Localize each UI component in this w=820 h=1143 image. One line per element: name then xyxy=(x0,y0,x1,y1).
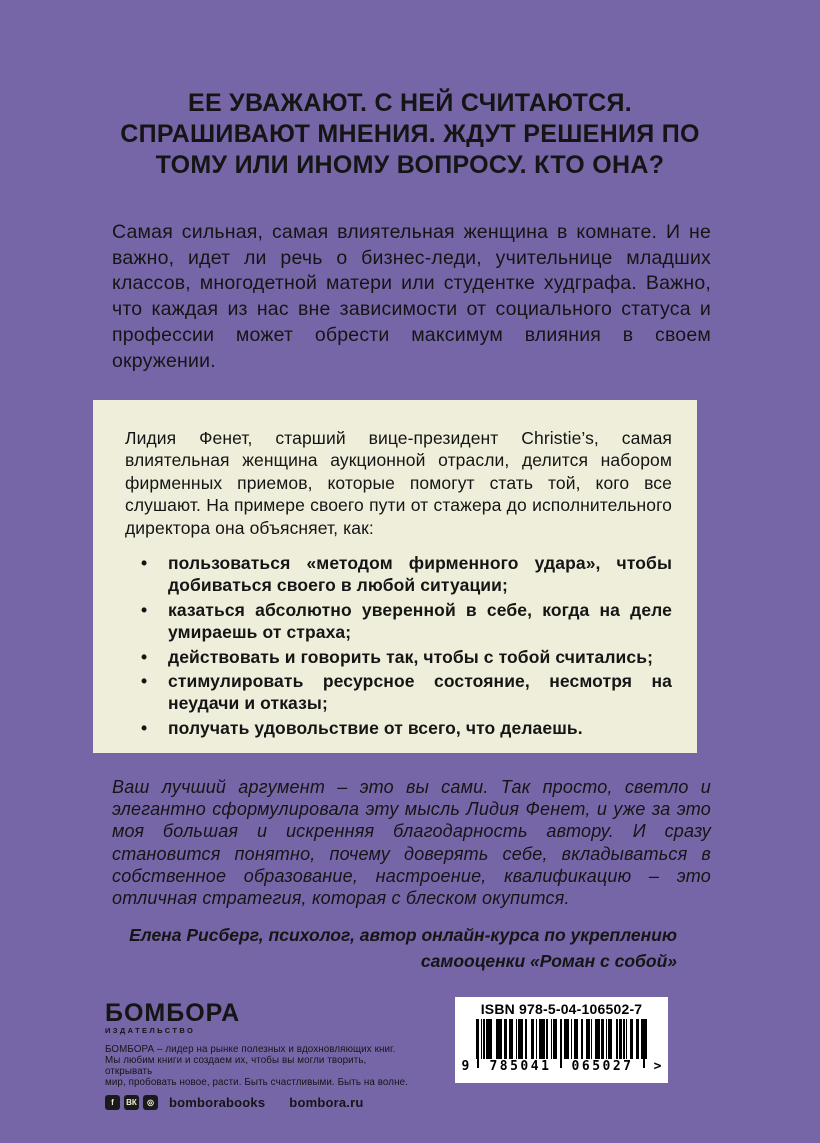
bullet-text: получать удовольствие от всего, что делаешь. xyxy=(168,717,583,738)
facebook-icon: f xyxy=(105,1095,120,1110)
tagline-line-1: БОМБОРА – лидер на рынке полезных и вдохновляющих книг. xyxy=(105,1044,396,1055)
vk-icon: ВК xyxy=(124,1095,139,1110)
barcode-digit-group-2: 065027 xyxy=(571,1059,634,1074)
barcode-digit-group-1: 785041 xyxy=(489,1059,552,1074)
bullet-icon: • xyxy=(141,553,148,574)
barcode-bars xyxy=(476,1019,648,1059)
headline-line-1: ЕЕ УВАЖАЮТ. С НЕЙ СЧИТАЮТСЯ. xyxy=(187,89,633,117)
annotation-panel xyxy=(93,400,697,753)
publisher-tagline xyxy=(105,1044,415,1088)
isbn-label: ISBN 978-5-04-106502-7 xyxy=(480,1001,643,1017)
barcode-guard xyxy=(643,1057,645,1068)
attribution-line-2: самооценки «Роман с собой» xyxy=(420,951,677,971)
publisher-subtitle: ИЗДАТЕЛЬСТВО xyxy=(105,1026,196,1035)
barcode-box xyxy=(455,997,668,1083)
tagline-line-3: мир, пробовать новое, расти. Быть счастливыми. Быть на волне. xyxy=(105,1077,408,1088)
bullet-text: пользоваться «методом фирменного удара», чтобы добиваться своего в любой ситуации; xyxy=(168,553,672,596)
review-attribution xyxy=(112,922,677,974)
attribution-line-1: Елена Рисберг, психолог, автор онлайн-курса по укреплению xyxy=(129,925,677,945)
barcode-guard xyxy=(477,1057,479,1068)
social-row xyxy=(105,1095,415,1110)
bullet-text: казаться абсолютно уверенной в себе, когда на деле умираешь от страха; xyxy=(168,599,672,643)
bullet-text: стимулировать ресурсное состояние, несмотря на неудачи и отказы; xyxy=(168,671,672,714)
publisher-logo: БОМБОРА xyxy=(105,999,241,1027)
bullet-icon: • xyxy=(141,599,148,620)
barcode-guard xyxy=(560,1057,562,1068)
headline-line-2: СПРАШИВАЮТ МНЕНИЯ. ЖДУТ РЕШЕНИЯ ПО xyxy=(120,120,700,148)
review-quote: Ваш лучший аргумент – это вы сами. Так просто, светло и элегантно сформулировала эту мысль Лидия Фенет, и уже за это моя большая и искренняя благодарность автору. И сразу становится понятно, почему доверять себе, вкладываться в собственное образование, настроение, квалификацию – это отличная стратегия, которая с блеском окупится. xyxy=(112,777,711,909)
bullet-item xyxy=(125,717,672,739)
social-handle: bomborabooks xyxy=(169,1095,266,1110)
bullet-item xyxy=(125,552,672,597)
instagram-icon: ◎ xyxy=(143,1095,158,1110)
bullet-icon: • xyxy=(141,671,148,692)
bullet-item xyxy=(125,646,672,668)
headline-line-3: ТОМУ ИЛИ ИНОМУ ВОПРОСУ. КТО ОНА? xyxy=(155,151,665,179)
headline xyxy=(60,88,760,181)
bullet-text: действовать и говорить так, чтобы с тобой считались; xyxy=(168,646,654,667)
lead-paragraph: Самая сильная, самая влиятельная женщина в комнате. И не важно, идет ли речь о бизнес-леди, учительнице младших классов, многодетной матери или студентке худграфа. Важно, что каждая из нас вне зависимости от социального статуса и профессии может обрести максимум влияния в своем окружении. xyxy=(112,221,711,372)
bullet-icon: • xyxy=(141,646,148,667)
bullet-item xyxy=(125,670,672,715)
barcode-digit-first: 9 xyxy=(461,1059,470,1074)
publisher-website: bombora.ru xyxy=(289,1095,364,1110)
bullet-list xyxy=(125,552,672,739)
panel-intro: Лидия Фенет, старший вице-президент Christie’s, самая влиятельная женщина аукционной отрасли, делится набором фирменных приемов, которые помогут стать той, кого все слушают. На примере своего пути от стажера до исполнительного директора она объясняет, как: xyxy=(125,428,672,538)
tagline-line-2: Мы любим книги и создаем их, чтобы вы могли творить, открывать xyxy=(105,1055,367,1077)
barcode-arrow: > xyxy=(653,1059,662,1074)
bullet-icon: • xyxy=(141,717,148,738)
publisher-block xyxy=(105,1000,415,1110)
bullet-item xyxy=(125,599,672,644)
